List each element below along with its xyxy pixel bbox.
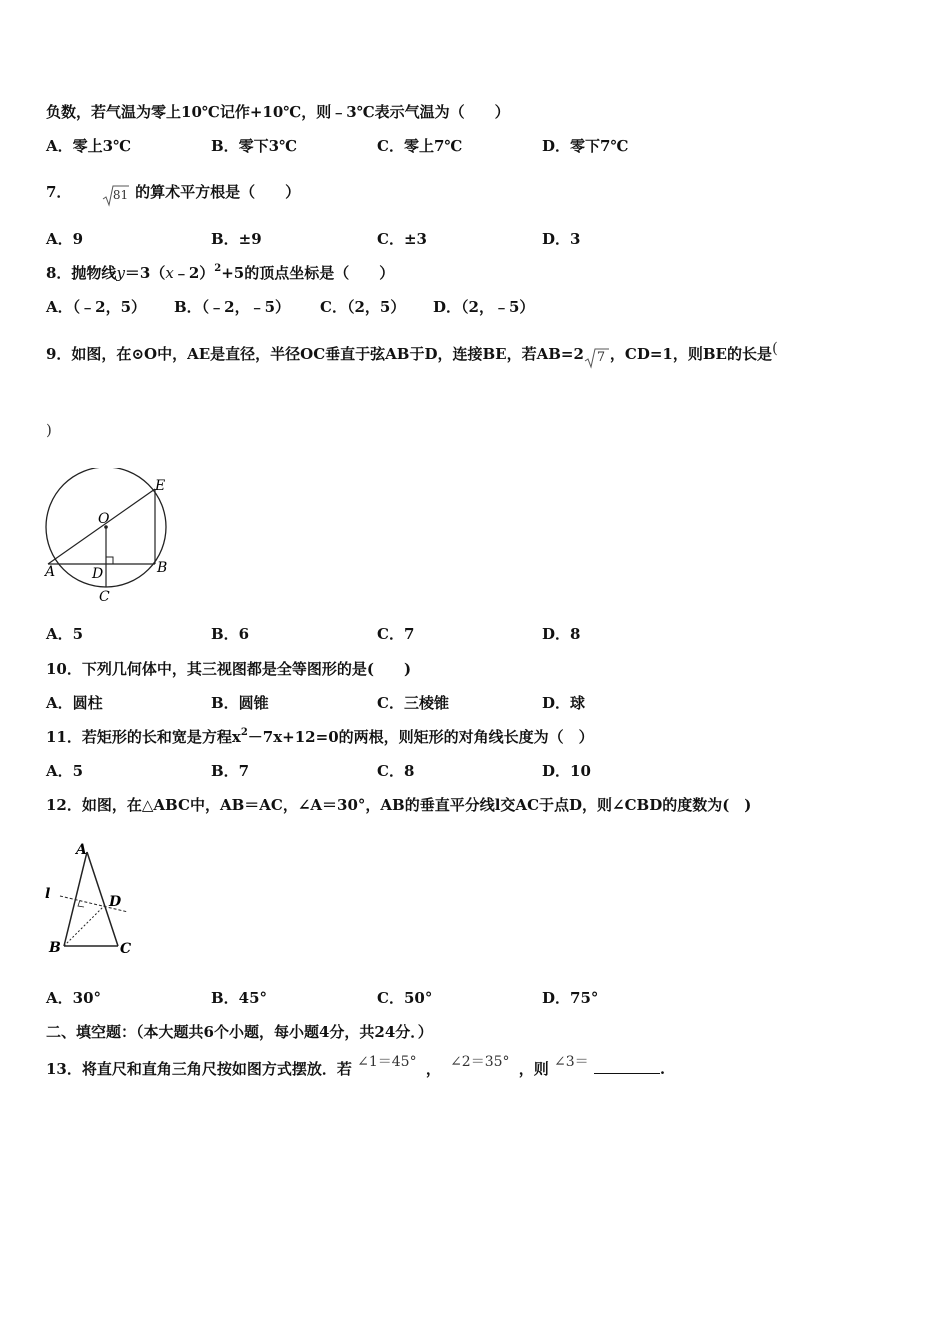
q13-sep1: ， [425,1060,441,1078]
q13-answer-blank [594,1059,660,1074]
segment-bd [64,905,105,946]
q12-stem: 12．如图，在△ABC中，AB＝AC，∠A＝30°，AB的垂直平分线l交AC于点D，则∠CBD的度数为( ) [46,796,752,814]
q8-option-d: D．（2，﹣5） [433,298,535,316]
q10-option-a: A．圆柱 [46,694,103,712]
q8-eq-tail: +5的顶点坐标是（ ） [221,264,395,282]
q7-option-c: C．±3 [377,230,427,248]
q6-stem: 负数，若气温为零上10℃记作+10℃，则﹣3℃表示气温为（ ） [46,103,510,121]
q11-stem-end: －7x+12=0的两根，则矩形的对角线长度为（ ） [247,728,594,746]
q9-option-a: A．5 [46,625,84,643]
q10-option-b: B．圆锥 [211,694,269,712]
q12-triangle-figure [40,840,150,965]
q11-stem [46,727,594,750]
q11-option-a: A．5 [46,762,84,780]
label-c: C [120,941,132,957]
q8-option-c: C．（2，5） [320,298,406,316]
label-l: l [45,886,51,902]
q7-option-b: B．±9 [211,230,262,248]
label-d: D [92,566,104,582]
q12-option-c: C．50° [377,989,433,1007]
q8-eq-inner: ﹣2） [173,264,215,282]
q9-stem-end: ，CD=1，则BE的长是 [609,345,772,363]
q13-sep2: ，则 [518,1060,549,1078]
q6-option-a: A．零上3℃ [46,137,132,155]
q13-angle2: ∠2＝35° [450,1054,510,1070]
section2-heading: 二、填空题：（本大题共6个小题，每小题4分，共24分．） [46,1023,433,1041]
label-e: E [155,478,166,494]
q12-option-b: B．45° [211,989,268,1007]
q6-option-d: D．零下7℃ [542,137,629,155]
q8-stem [46,263,394,286]
q12-option-d: D．75° [542,989,599,1007]
q9-close-paren: ) [46,421,52,439]
q9-stem-start: 9．如图，在⊙O中，AE是直径，半径OC垂直于弦AB于D，连接BE，若AB=2 [46,345,584,363]
label-d: D [109,894,122,910]
q9-radicand: 7 [596,350,606,365]
q13-angle3: ∠3＝ [554,1054,589,1070]
side-ab [64,852,87,946]
q9-option-b: B．6 [211,625,250,643]
label-c: C [99,589,110,605]
q9-option-c: C．7 [377,625,415,643]
q7-stem [46,182,300,202]
q11-option-c: C．8 [377,762,415,780]
q10-option-c: C．三棱锥 [377,694,449,712]
q7-option-a: A．9 [46,230,84,248]
q7-stem-tail: 的算术平方根是（ ） [135,183,301,201]
q9-circle-figure [38,468,178,608]
q10-option-d: D．球 [542,694,586,712]
right-angle-mark [106,557,113,564]
label-o: O [98,511,110,527]
q13-stem [46,1054,666,1080]
q8-prefix: 8．抛物线 [46,264,117,282]
q8-eq-mid: ＝3（ [124,264,166,282]
q11-option-b: B．7 [211,762,250,780]
q12-option-a: A．30° [46,989,102,1007]
q9-open-paren: ( [772,339,778,357]
q8-option-a: A．（﹣2，5） [46,298,147,316]
q9-option-d: D．8 [542,625,581,643]
q13-stem-start: 13．将直尺和直角三角尺按如图方式摆放．若 [46,1060,352,1078]
q11-exponent: 2 [240,727,248,738]
q9-stem [46,339,778,365]
q13-angle1: ∠1＝45° [357,1054,417,1070]
q6-option-b: B．零下3℃ [211,137,298,155]
q8-y-var: y [116,264,125,282]
q7-option-d: D．3 [542,230,581,248]
label-b: B [157,560,168,576]
q7-radicand: 81 [112,188,129,202]
q10-stem: 10．下列几何体中，其三视图都是全等图形的是( ) [46,660,412,678]
q6-option-c: C．零上7℃ [377,137,463,155]
label-a: A [76,842,87,858]
q7-number: 7． [46,183,72,201]
q8-exponent: 2 [214,263,222,274]
q8-option-b: B．（﹣2，﹣5） [174,298,291,316]
q11-option-d: D．10 [542,762,591,780]
label-b: B [49,940,61,956]
label-a: A [45,564,56,580]
q8-x-var: x [165,264,174,282]
q13-end: . [659,1060,666,1078]
q11-stem-start: 11．若矩形的长和宽是方程x [46,728,241,746]
